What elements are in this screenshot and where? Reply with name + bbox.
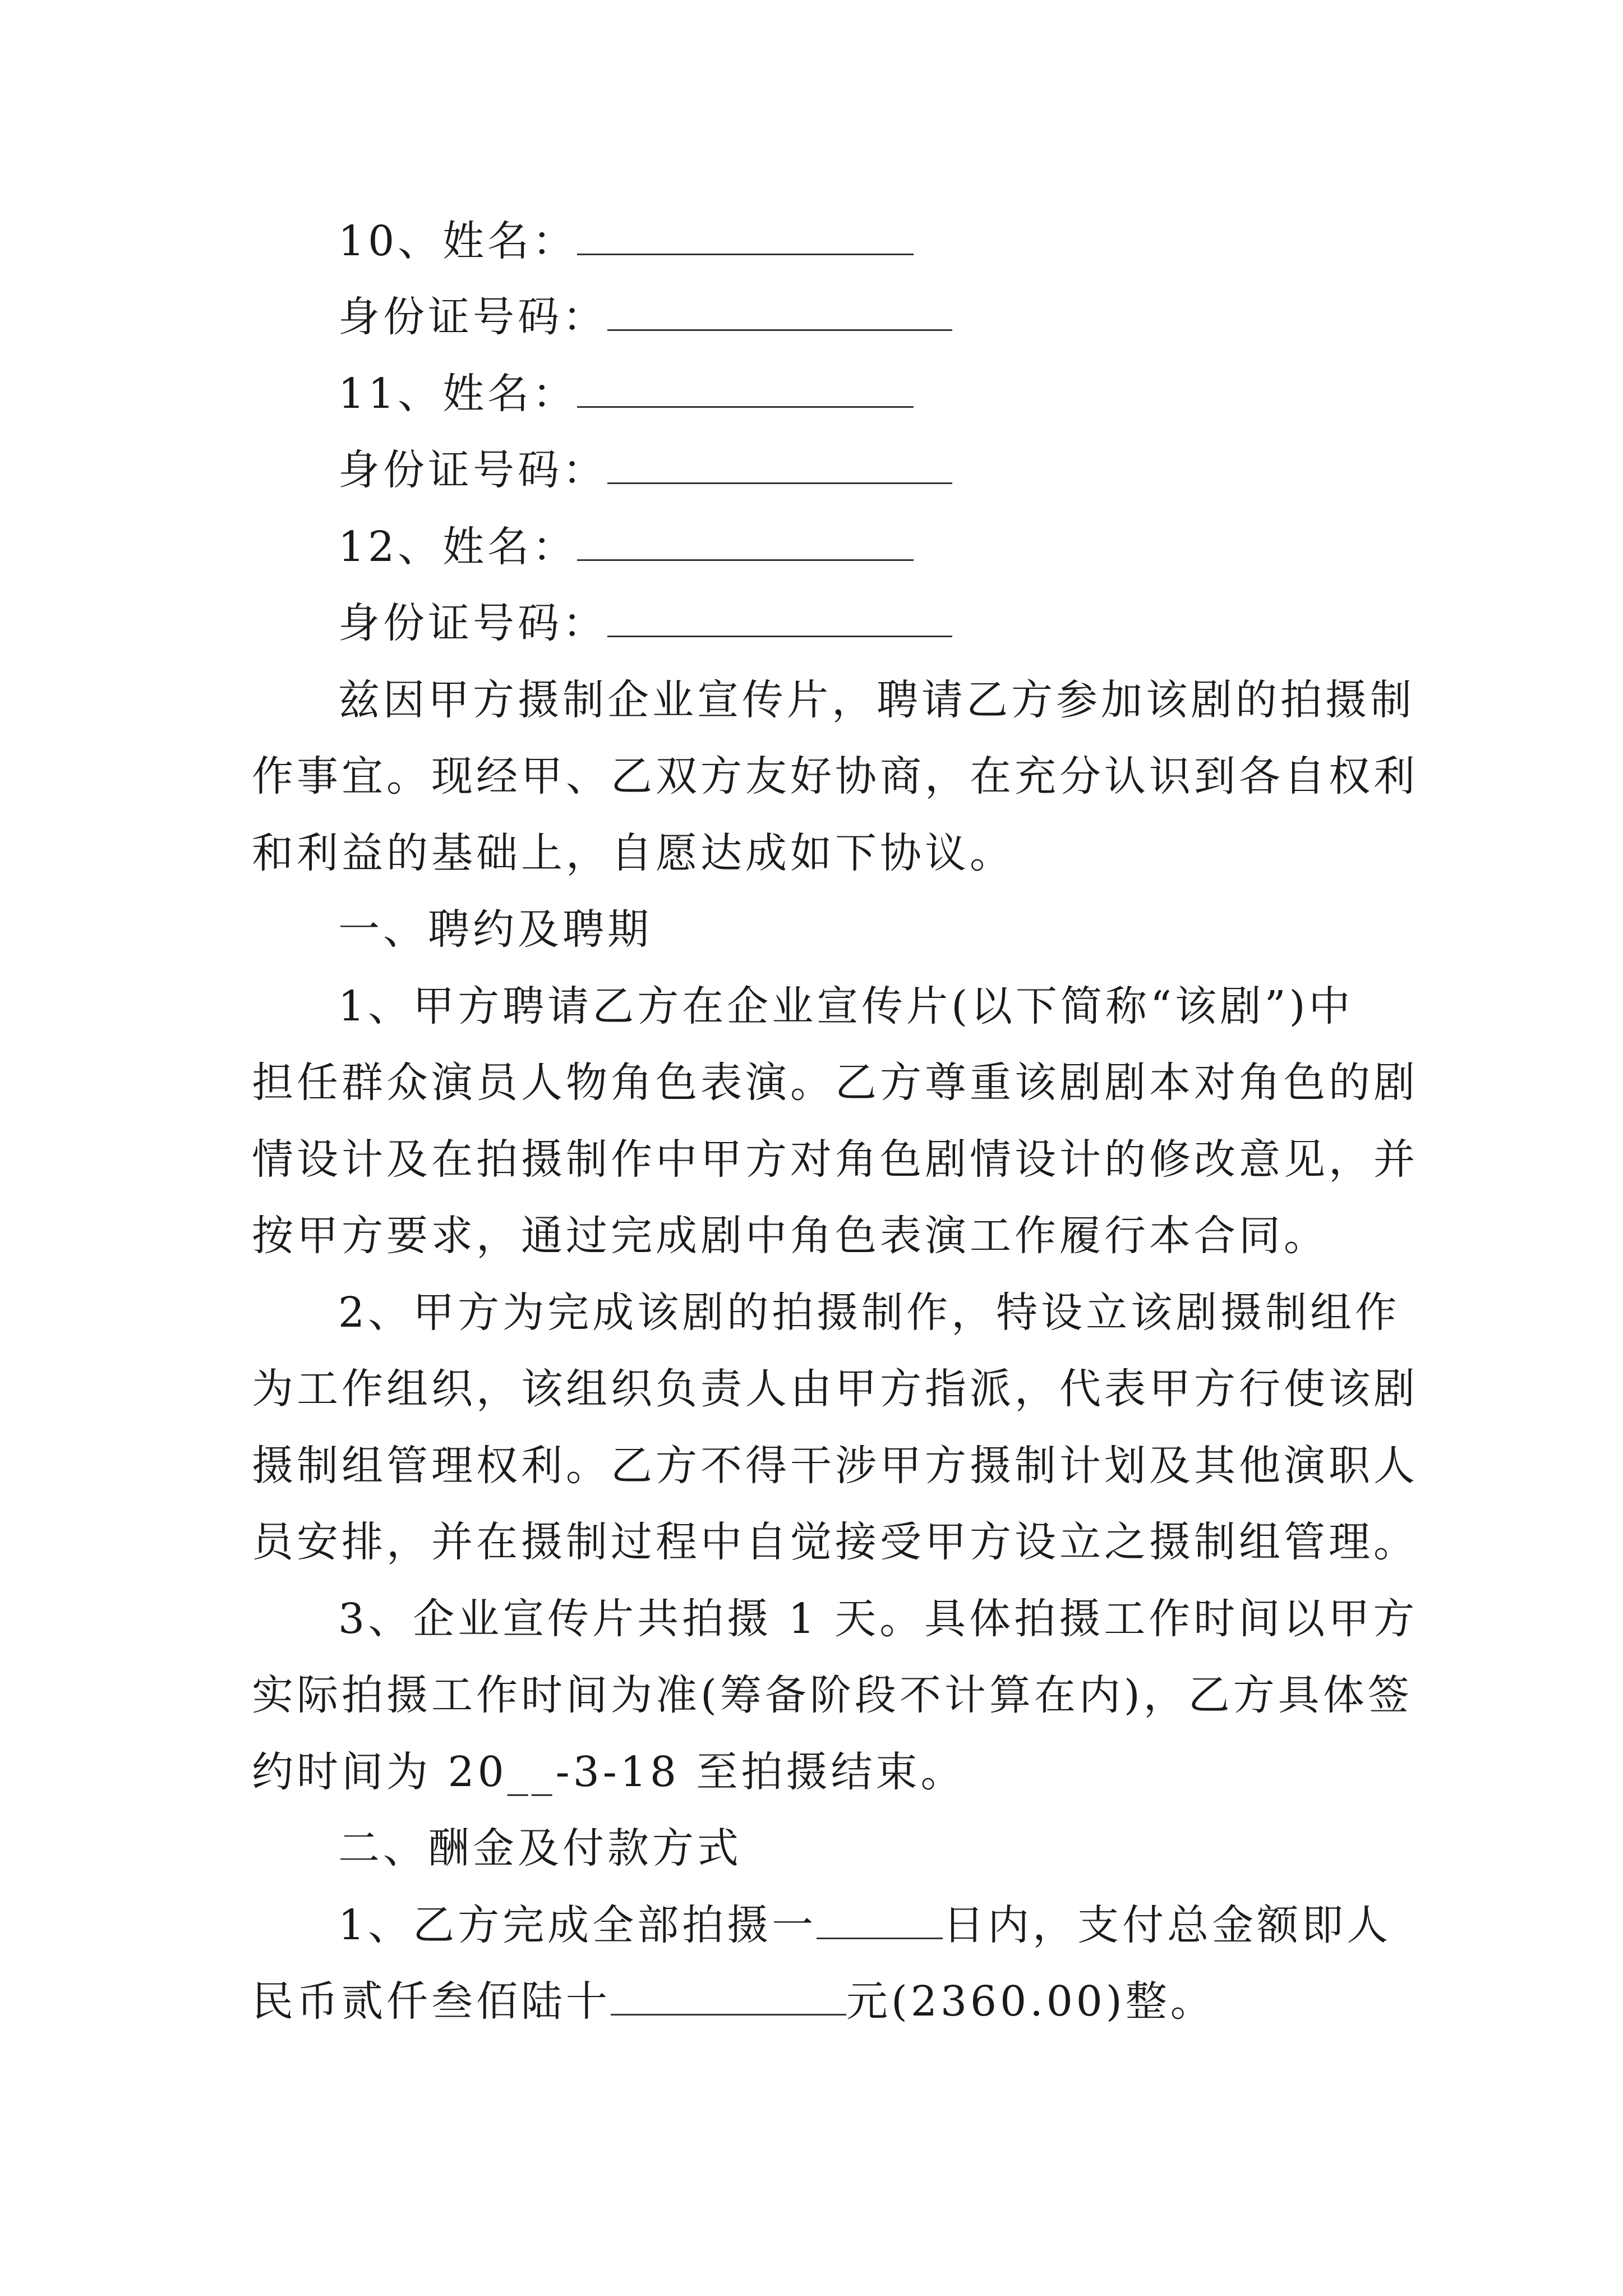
clause-2-1-line	[338, 1897, 1391, 1953]
name-blank	[577, 214, 914, 255]
person-name-label: 10、姓名：	[338, 217, 578, 265]
person-12-name-row	[338, 519, 914, 575]
intro-line: 和利益的基础上，自愿达成如下协议。	[252, 829, 1015, 877]
clause-1-1-line: 1、甲方聘请乙方在企业宣传片(以下简称“该剧”)中	[338, 982, 1354, 1030]
id-number-label: 身份证号码：	[338, 446, 607, 494]
section-2-heading: 二、酬金及付款方式	[338, 1824, 742, 1872]
clause-1-3-line: 3、企业宣传片共拍摄 1 天。具体拍摄工作时间以甲方	[338, 1595, 1418, 1643]
id-blank	[607, 290, 952, 331]
person-10-name-row	[338, 213, 914, 269]
clause-text: 1、乙方完成全部拍摄一	[338, 1901, 817, 1949]
person-10-id-row	[338, 289, 952, 345]
person-name-label: 12、姓名：	[338, 523, 578, 571]
clause-1-2-line: 为工作组织，该组织负责人由甲方指派，代表甲方行使该剧	[252, 1365, 1418, 1413]
clause-text: 民币贰仟叁佰陆十	[252, 1977, 611, 2026]
intro-line: 作事宜。现经甲、乙双方友好协商，在充分认识到各自权利	[252, 752, 1418, 800]
amount-blank	[611, 1975, 846, 2016]
name-blank	[577, 520, 914, 561]
intro-line: 兹因甲方摄制企业宣传片，聘请乙方参加该剧的拍摄制	[338, 676, 1415, 724]
days-blank	[817, 1898, 943, 1939]
name-blank	[577, 367, 914, 408]
clause-1-1-line: 担任群众演员人物角色表演。乙方尊重该剧剧本对角色的剧	[252, 1059, 1418, 1107]
clause-1-2-line: 摄制组管理权利。乙方不得干涉甲方摄制计划及其他演职人	[252, 1442, 1418, 1490]
section-1-heading: 一、聘约及聘期	[338, 905, 652, 954]
clause-text: 元(2360.00)整。	[846, 1977, 1215, 2026]
clause-1-2-line: 2、甲方为完成该剧的拍摄制作，特设立该剧摄制组作	[338, 1289, 1400, 1337]
clause-1-3-line: 约时间为 20__-3-18 至拍摄结束。	[252, 1748, 966, 1796]
clause-text: 日内，支付总金额即人	[943, 1901, 1392, 1949]
clause-1-3-line: 实际拍摄工作时间为准(筹备阶段不计算在内)，乙方具体签	[252, 1671, 1413, 1719]
person-11-name-row	[338, 366, 914, 422]
clause-1-2-line: 员安排，并在摄制过程中自觉接受甲方设立之摄制组管理。	[252, 1518, 1418, 1566]
id-blank	[607, 596, 952, 637]
clause-1-1-line: 按甲方要求，通过完成剧中角色表演工作履行本合同。	[252, 1212, 1329, 1260]
id-number-label: 身份证号码：	[338, 293, 607, 341]
id-number-label: 身份证号码：	[338, 599, 607, 647]
person-12-id-row	[338, 595, 952, 651]
person-name-label: 11、姓名：	[338, 370, 578, 418]
clause-1-1-line: 情设计及在拍摄制作中甲方对角色剧情设计的修改意见，并	[252, 1135, 1418, 1184]
person-11-id-row	[338, 442, 952, 498]
id-blank	[607, 443, 952, 484]
clause-2-1-line	[252, 1973, 1215, 2030]
